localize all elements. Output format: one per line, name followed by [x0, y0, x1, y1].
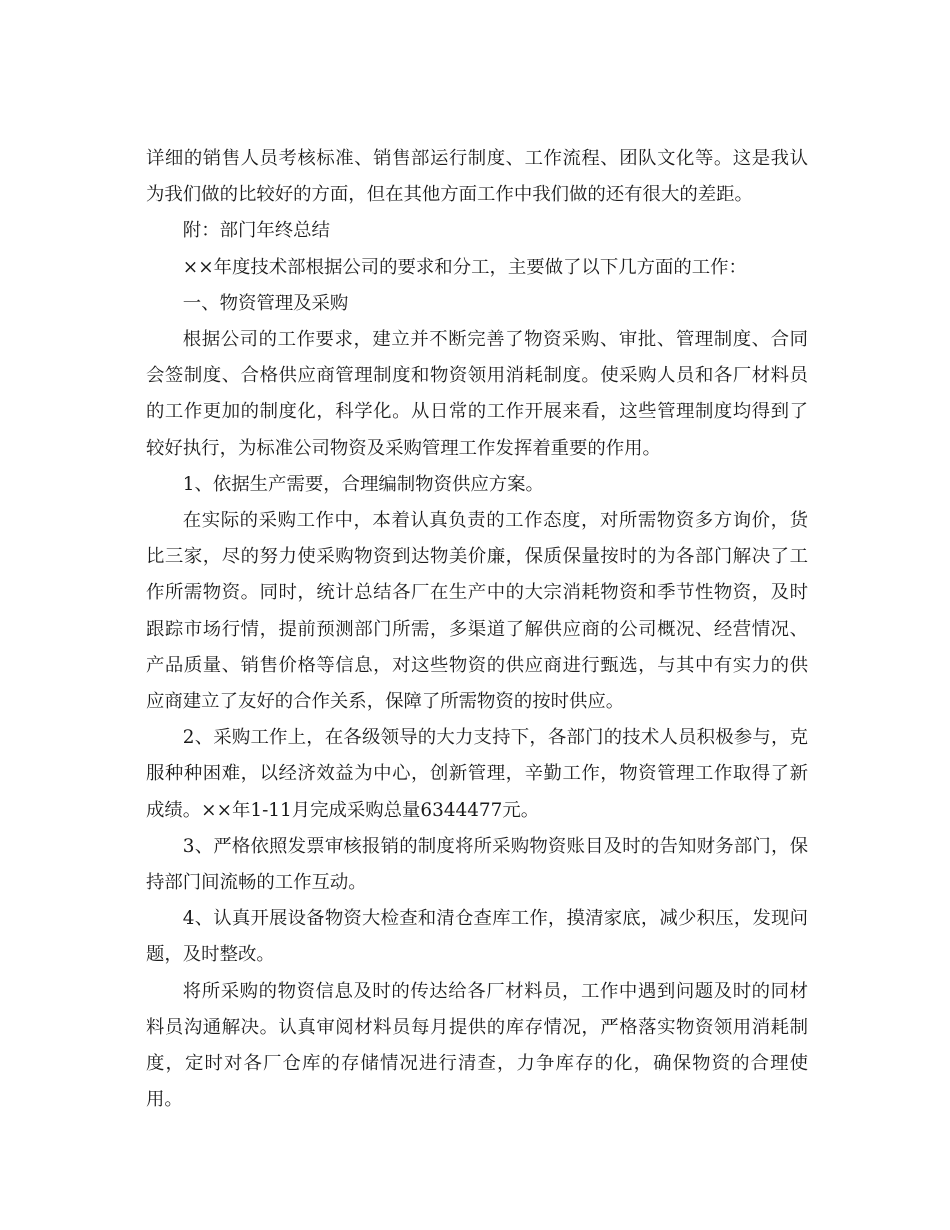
section-heading: 一、物资管理及采购: [182, 292, 349, 314]
paragraph-1: 详细的销售人员考核标准、销售部运行制度、工作流程、团队文化等。这是我认为我们做的比较好的方面，但在其他方面工作中我们做的还有很大的差距。: [146, 148, 808, 206]
list-item-4: 4、认真开展设备物资大检查和清仓查库工作，摸清家底，减少积压，发现问题，及时整改。: [146, 908, 808, 966]
paragraph-3: ××年度技术部根据公司的要求和分工，主要做了以下几方面的工作：: [182, 256, 747, 278]
paragraph-7: 在实际的采购工作中，本着认真负责的工作态度，对所需物资多方询价，货比三家，尽的努力使采购物资到达物美价廉，保质保量按时的为各部门解决了工作所需物资。同时，统计总结各厂在生产中的大宗消耗物资和季节性物资，及时跟踪市场行情，提前预测部门所需，多渠道了解供应商的公司概况、经营情况、产品质量、销售价格等信息，对这些物资的供应商进行甄选，与其中有实力的供应商建立了友好的合作关系，保障了所需物资的按时供应。: [146, 510, 808, 713]
paragraph-11: 将所采购的物资信息及时的传达给各厂材料员，工作中遇到问题及时的同材料员沟通解决。认真审阅材料员每月提供的库存情况，严格落实物资领用消耗制度，定时对各厂仓库的存储情况进行清查，力争库存的化，确保物资的合理使用。: [146, 980, 808, 1111]
paragraph-2: 附：部门年终总结: [182, 220, 330, 242]
list-item-3: 3、严格依照发票审核报销的制度将所采购物资账目及时的告知财务部门，保持部门间流畅的工作互动。: [146, 835, 808, 894]
list-item-2: 2、采购工作上，在各级领导的大力支持下，各部门的技术人员积极参与，克服种种困难，以经济效益为中心，创新管理，辛勤工作，物资管理工作取得了新成绩。××年1-11月完成采购总量6344477元。: [146, 727, 808, 821]
list-item-1: 1、依据生产需要，合理编制物资供应方案。: [182, 473, 544, 495]
document-body: [146, 141, 808, 1118]
paragraph-5: 根据公司的工作要求，建立并不断完善了物资采购、审批、管理制度、合同会签制度、合格供应商管理制度和物资领用消耗制度。使采购人员和各厂材料员的工作更加的制度化，科学化。从日常的工作开展来看，这些管理制度均得到了较好执行，为标准公司物资及采购管理工作发挥着重要的作用。: [146, 329, 808, 459]
